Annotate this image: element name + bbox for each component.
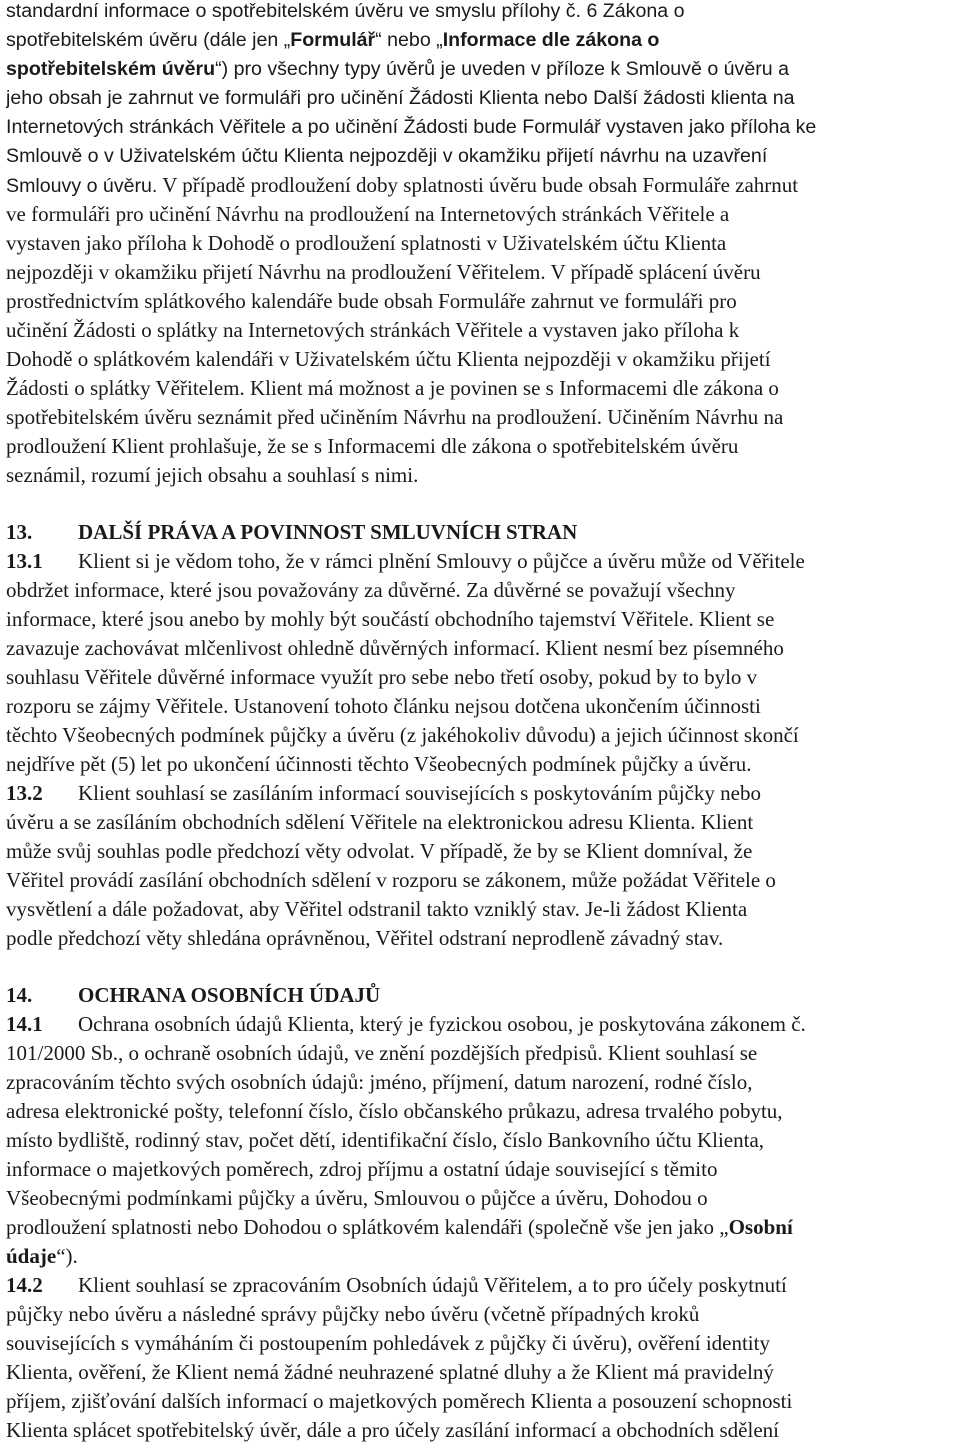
paragraph-line: vystaven jako příloha k Dohodě o prodloužení splatnosti v Uživatelském účtu Klienta [6, 231, 727, 255]
section-number: 14. [6, 983, 33, 1007]
clause-number: 13.2 [6, 781, 43, 805]
paragraph-line: zavazuje zachovávat mlčenlivost ohledně důvěrných informací. Klient nesmí bez písemného [6, 636, 784, 660]
paragraph-line: nejdříve pět (5) let po ukončení účinnosti těchto Všeobecných podmínek půjčky a úvěru. [6, 752, 752, 776]
text-run: spotřebitelském úvěru (dále jen „ [6, 29, 291, 51]
paragraph-line: příjem, zjišťování dalších informací o majetkových poměrech Klienta a posouzení schopnosti [6, 1389, 793, 1413]
paragraph-line: může svůj souhlas podle předchozí věty odvolat. V případě, že by se Klient domníval, že [6, 839, 753, 863]
defined-term: Formulář [290, 29, 376, 51]
paragraph-line: rozporu se zájmy Věřitele. Ustanovení tohoto článku nejsou dotčena ukončením účinnosti [6, 694, 761, 718]
section-number: 13. [6, 520, 33, 544]
text-run: “) pro všechny typy úvěrů je uveden v příloze k Smlouvě o úvěru a [215, 58, 790, 80]
paragraph-line: půjčky nebo úvěru a následné správy půjčky nebo úvěru (včetně případných kroků [6, 1302, 700, 1326]
text-run: prodloužení splatnosti nebo Dohodou o splátkovém kalendáři (společně vše jen jako „ [6, 1215, 729, 1239]
paragraph-line: místo bydliště, rodinný stav, počet dětí, identifikační číslo, číslo Bankovního účtu Klienta, [6, 1128, 765, 1152]
text-run: “). [56, 1244, 78, 1268]
paragraph-line: Internetových stránkách Věřitele a po učinění Žádosti bude Formulář vystaven jako příloha ke [6, 116, 817, 138]
text-run: Ochrana osobních údajů Klienta, který je fyzickou osobou, je poskytována zákonem č. [78, 1012, 806, 1036]
paragraph-line [6, 55, 789, 84]
paragraph-line: informace, které jsou anebo by mohly být součástí obchodního tajemství Věřitele. Klient se [6, 607, 775, 631]
paragraph-line [6, 26, 659, 55]
paragraph-line: Klienta splácet spotřebitelský úvěr, dále a pro účely zasílání informací a obchodních sdělení [6, 1418, 779, 1442]
paragraph-line: učinění Žádosti o splátky na Internetových stránkách Věřitele a vystaven jako příloha k [6, 318, 740, 342]
paragraph-line: Všeobecnými podmínkami půjčky a úvěru, Smlouvou o půjčce a úvěru, Dohodou o [6, 1186, 708, 1210]
paragraph-line: vysvětlení a dále požadovat, aby Věřitel odstranil takto vzniklý stav. Je-li žádost Klienta [6, 897, 748, 921]
defined-term: Informace dle zákona o [442, 29, 660, 51]
text-run: V případě prodloužení doby splatnosti úvěru bude obsah Formuláře zahrnut [157, 173, 799, 197]
clause-line [6, 547, 805, 576]
paragraph-line: Žádosti o splátky Věřitelem. Klient má možnost a je povinen se s Informacemi dle zákona o [6, 376, 779, 400]
text-run: Klient souhlasí se zasíláním informací souvisejících s poskytováním půjčky nebo [78, 781, 761, 805]
section-title: OCHRANA OSOBNÍCH ÚDAJŮ [78, 983, 381, 1007]
text-run: “ nebo „ [375, 29, 443, 51]
paragraph-line: zpracováním těchto svých osobních údajů: jméno, příjmení, datum narození, rodné číslo, [6, 1070, 753, 1094]
paragraph-line: standardní informace o spotřebitelském úvěru ve smyslu přílohy č. 6 Zákona o [6, 0, 685, 22]
section-title: DALŠÍ PRÁVA A POVINNOST SMLUVNÍCH STRAN [78, 520, 578, 544]
paragraph-line: spotřebitelském úvěru seznámit před učiněním Návrhu na prodloužení. Učiněním Návrhu na [6, 405, 784, 429]
paragraph-line [6, 1242, 78, 1271]
paragraph-line: Klienta, ověření, že Klient nemá žádné neuhrazené splatné dluhy a že Klient má pravidelný [6, 1360, 774, 1384]
paragraph-line: Dohodě o splátkovém kalendáři v Uživatelském účtu Klienta nejpozději v okamžiku přijetí [6, 347, 771, 371]
paragraph-line: nejpozději v okamžiku přijetí Návrhu na prodloužení Věřitelem. V případě splácení úvěru [6, 260, 761, 284]
section-heading [6, 981, 380, 1010]
paragraph-line: prodloužení Klient prohlašuje, že se s Informacemi dle zákona o spotřebitelském úvěru [6, 434, 739, 458]
clause-line [6, 1271, 787, 1300]
text-run: Klient souhlasí se zpracováním Osobních údajů Věřitelem, a to pro účely poskytnutí [78, 1273, 787, 1297]
section-heading [6, 518, 577, 547]
paragraph-line: souhlasu Věřitele důvěrné informace využít pro sebe nebo třetí osoby, pokud by to bylo v [6, 665, 758, 689]
paragraph-line: úvěru a se zasíláním obchodních sdělení Věřitele na elektronickou adresu Klienta. Klient [6, 810, 754, 834]
clause-number: 14.1 [6, 1012, 43, 1036]
text-run: Klient si je vědom toho, že v rámci plnění Smlouvy o půjčce a úvěru může od Věřitele [78, 549, 805, 573]
paragraph-line: seznámil, rozumí jejich obsahu a souhlasí s nimi. [6, 463, 419, 487]
paragraph-line: souvisejících s vymáháním či postoupením pohledávek z půjčky či úvěru), ověření identity [6, 1331, 770, 1355]
text-run: Smlouvy o úvěru. [6, 175, 158, 197]
paragraph-line: obdržet informace, které jsou považovány za důvěrné. Za důvěrné se považují všechny [6, 578, 736, 602]
clause-line [6, 1010, 806, 1039]
paragraph-line: těchto Všeobecných podmínek půjčky a úvěru (z jakéhokoliv důvodu) a jejich účinnost skončí [6, 723, 799, 747]
paragraph-line [6, 1213, 793, 1242]
paragraph-line: ve formuláři pro učinění Návrhu na prodloužení na Internetových stránkách Věřitele a [6, 202, 730, 226]
defined-term: Osobní [728, 1215, 793, 1239]
paragraph-line: podle předchozí věty shledána oprávněnou, Věřitel odstraní neprodleně závadný stav. [6, 926, 724, 950]
defined-term: údaje [6, 1244, 57, 1268]
clause-number: 14.2 [6, 1273, 43, 1297]
paragraph-line: 101/2000 Sb., o ochraně osobních údajů, ve znění pozdějších předpisů. Klient souhlasí se [6, 1041, 758, 1065]
clause-number: 13.1 [6, 549, 43, 573]
paragraph-line: informace o majetkových poměrech, zdroj příjmu a ostatní údaje související s těmito [6, 1157, 718, 1181]
clause-line [6, 779, 761, 808]
paragraph-line [6, 171, 798, 200]
defined-term: spotřebitelském úvěru [6, 58, 216, 80]
paragraph-line: jeho obsah je zahrnut ve formuláři pro učinění Žádosti Klienta nebo Další žádosti klienta na [6, 87, 795, 109]
paragraph-line: Věřitel provádí zasílání obchodních sdělení v rozporu se zákonem, může požádat Věřitele o [6, 868, 776, 892]
paragraph-line: Smlouvě o v Uživatelském účtu Klienta nejpozději v okamžiku přijetí návrhu na uzavření [6, 145, 768, 167]
paragraph-line: adresa elektronické pošty, telefonní číslo, číslo občanského průkazu, adresa trvalého pobytu, [6, 1099, 783, 1123]
paragraph-line: prostřednictvím splátkového kalendáře bude obsah Formuláře zahrnut ve formuláři pro [6, 289, 737, 313]
